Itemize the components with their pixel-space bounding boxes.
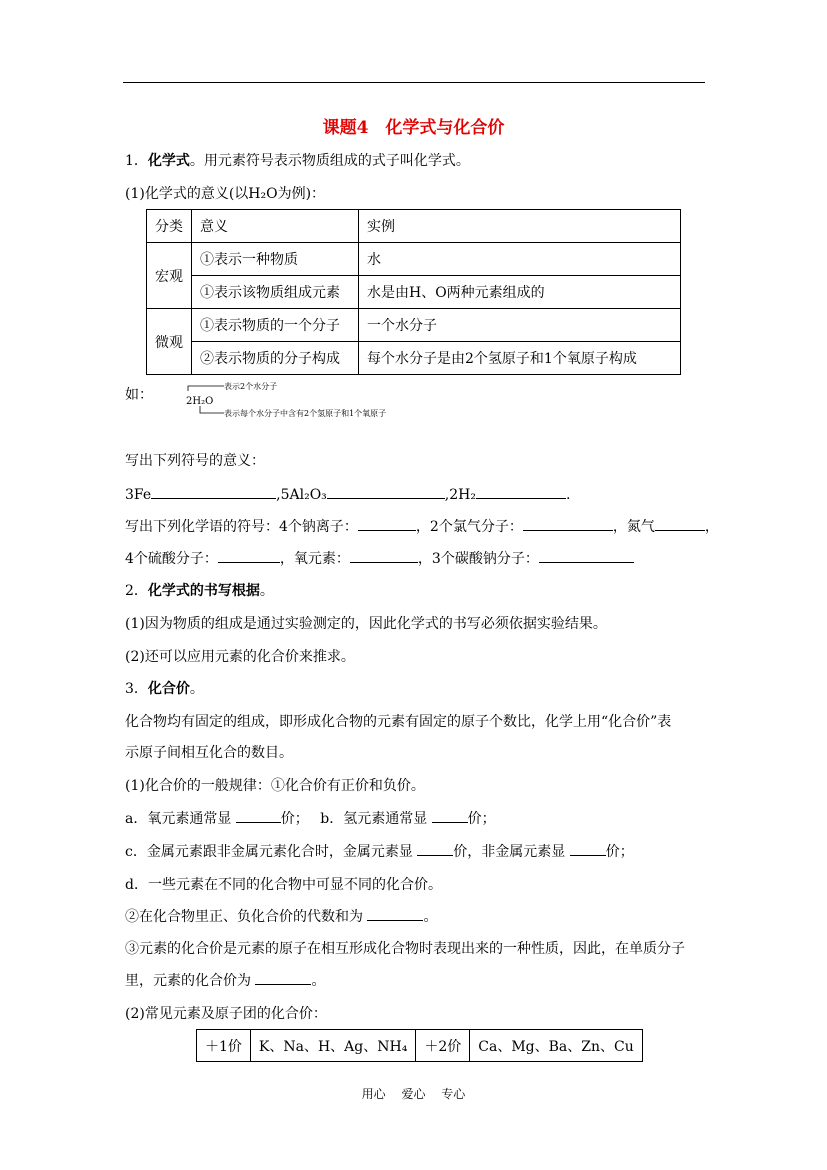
prompt-text: ，氮气	[612, 519, 655, 535]
example-label: 如：	[125, 387, 153, 403]
write-symbols-line-2	[125, 548, 634, 568]
note-atoms: 表示每个水分子中含有2个氢原子和1个氧原子	[224, 409, 387, 418]
write-symbols-line	[125, 516, 719, 536]
answer-blank[interactable]	[367, 906, 423, 921]
table-cell: 每个水分子是由2个氢原子和1个氧原子构成	[359, 342, 681, 375]
write-meaning-prompt: 写出下列符号的意义：	[125, 453, 265, 469]
section-2-heading	[125, 580, 274, 600]
table-cell: ①表示物质的一个分子	[192, 309, 359, 342]
section-number: 2．	[125, 583, 148, 599]
section-text: 。用元素符号表示物质组成的式子叫化学式。	[189, 153, 470, 169]
table-cell: ②表示物质的分子构成	[192, 342, 359, 375]
punctuation: .	[565, 487, 571, 503]
rule-2	[125, 906, 437, 926]
meaning-table	[146, 209, 681, 375]
rule-d: d．一些元素在不同的化合物中可显不同的化合价。	[125, 877, 442, 893]
prompt-text: a．氧元素通常显	[125, 811, 236, 827]
punctuation: 。	[423, 909, 438, 925]
answer-blank[interactable]	[255, 970, 311, 985]
valence-cell: ＋1价	[197, 1030, 251, 1062]
prompt-text: 价；	[605, 844, 634, 860]
answer-blank[interactable]	[432, 808, 468, 823]
prompt-text: 价；	[467, 811, 496, 827]
section-head: 化学式	[147, 153, 190, 169]
prompt-text: 价； b．氢元素通常显	[280, 811, 432, 827]
section-head: 化合价	[147, 681, 190, 697]
section-head: 化学式的书写根据	[147, 583, 260, 599]
paragraph: (1)化合价的一般规律：①化合价有正价和负价。	[125, 778, 425, 794]
rule-3-cont	[125, 970, 325, 990]
answer-blank[interactable]	[539, 548, 634, 563]
paragraph: (1)因为物质的组成是通过实验测定的，因此化学式的书写必须依据实验结果。	[125, 616, 607, 632]
rule-3: ③元素的化合价是元素的原子在相互形成化合物时表现出来的一种性质，因此，在单质分子	[125, 941, 685, 957]
answer-blank[interactable]	[358, 516, 416, 531]
common-valence-intro: (2)常见元素及原子团的化合价：	[125, 1006, 327, 1022]
table-cell: 水是由H、O两种元素组成的	[359, 276, 681, 309]
prompt-text: 4个硫酸分子：	[125, 551, 218, 567]
answer-blank[interactable]	[350, 548, 418, 563]
table-cell: 水	[359, 243, 681, 276]
answer-blank[interactable]	[151, 484, 276, 499]
formula: 2H₂O	[186, 396, 214, 407]
section-3-heading	[125, 678, 204, 698]
category-cell: 微观	[147, 309, 192, 375]
symbol: ,2H₂	[444, 487, 476, 503]
prompt-text: ，3个碳酸钠分子：	[417, 551, 539, 567]
section-number: 3．	[125, 681, 148, 697]
rule-a-b	[125, 808, 496, 828]
answer-blank[interactable]	[327, 484, 445, 499]
valence-cell: ＋2价	[416, 1030, 470, 1062]
table-cell: ①表示该物质组成元素	[192, 276, 359, 309]
answer-blank[interactable]	[523, 516, 613, 531]
table-cell: ①表示一种物质	[192, 243, 359, 276]
paragraph: 化合物均有固定的组成，即形成化合物的元素有固定的原子个数比，化学上用“化合价”表	[125, 714, 672, 730]
header-rule	[123, 82, 705, 83]
note-molecules: 表示2个水分子	[224, 382, 278, 391]
answer-blank[interactable]	[417, 841, 453, 856]
answer-blank[interactable]	[476, 484, 566, 499]
answer-blank[interactable]	[218, 548, 280, 563]
category-cell: 宏观	[147, 243, 192, 309]
prompt-text: c．金属元素跟非金属元素化合时，金属元素显	[125, 844, 418, 860]
table-cell: 一个水分子	[359, 309, 681, 342]
symbol: ,5Al₂O₃	[276, 487, 327, 503]
prompt-text: 里，元素的化合价为	[125, 973, 256, 989]
punctuation: 。	[189, 681, 204, 697]
table-header: 实例	[359, 210, 681, 243]
punctuation: 。	[311, 973, 326, 989]
elements-cell: Ca、Mg、Ba、Zn、Cu	[470, 1030, 642, 1062]
elements-cell: K、Na、H、Ag、NH₄	[250, 1030, 415, 1062]
answer-blank[interactable]	[655, 516, 705, 531]
rule-c	[125, 841, 634, 861]
paragraph: 示原子间相互化合的数目。	[125, 745, 293, 761]
prompt-text: 价，非金属元素显	[453, 844, 570, 860]
page-title: 课题4 化学式与化合价	[322, 118, 505, 138]
punctuation: 。	[259, 583, 274, 599]
prompt-text: ，2个氯气分子：	[415, 519, 523, 535]
meaning-intro: (1)化学式的意义(以H₂O为例)：	[125, 186, 326, 202]
valence-table	[196, 1029, 643, 1062]
table-header: 意义	[192, 210, 359, 243]
paragraph: (2)还可以应用元素的化合价来推求。	[125, 649, 355, 665]
prompt-text: ②在化合物里正、负化合价的代数和为	[125, 909, 368, 925]
answer-blank[interactable]	[570, 841, 606, 856]
prompt-text: ，氧元素：	[279, 551, 350, 567]
section-1-heading	[125, 150, 470, 170]
answer-blank[interactable]	[236, 808, 281, 823]
footer: 用心 爱心 专心	[361, 1087, 466, 1101]
table-header: 分类	[147, 210, 192, 243]
symbols-line	[125, 484, 570, 503]
punctuation: ，	[704, 519, 719, 535]
symbol: 3Fe	[125, 487, 152, 503]
section-number: 1．	[125, 153, 148, 169]
prompt-text: 写出下列化学语的符号：4个钠离子：	[125, 519, 358, 535]
